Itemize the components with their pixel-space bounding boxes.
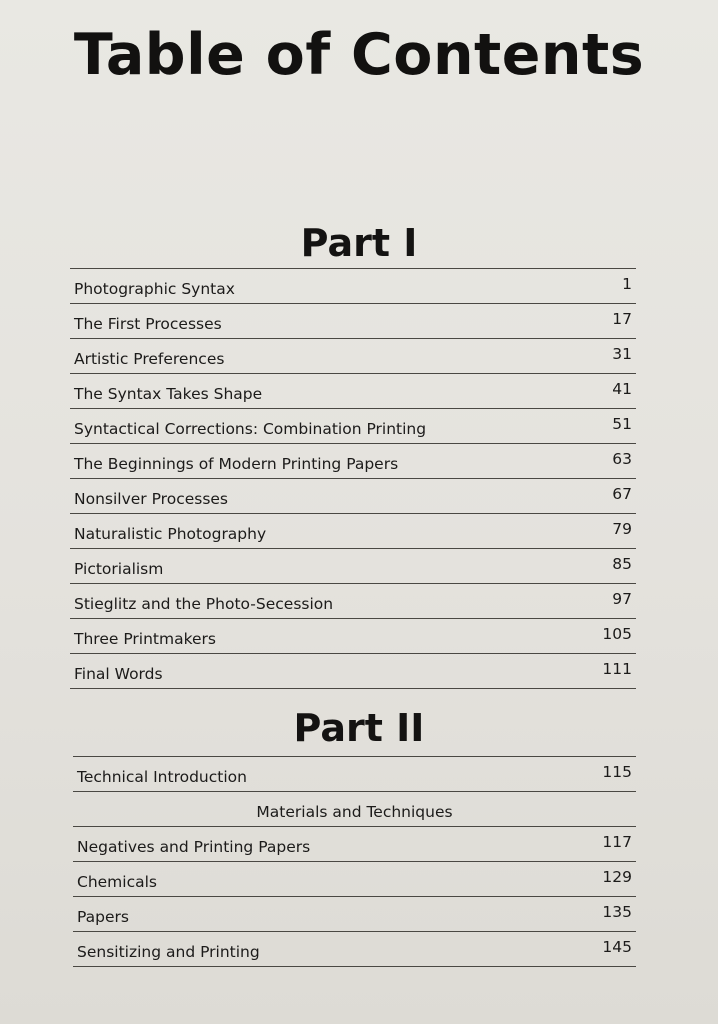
toc-entry-page: 63 <box>612 450 632 468</box>
toc-entry <box>70 303 636 338</box>
toc-entry <box>73 896 636 931</box>
toc-entry <box>70 268 636 303</box>
toc-entry-title: Papers <box>77 908 129 926</box>
toc-entry-title: Syntactical Corrections: Combination Printing <box>74 420 427 438</box>
toc-entry-title: The Beginnings of Modern Printing Papers <box>74 455 399 473</box>
part-2-toc <box>73 756 636 967</box>
toc-entry <box>70 408 636 443</box>
toc-entry-title: The First Processes <box>74 315 222 333</box>
rule-divider <box>70 688 636 689</box>
page-title: Table of Contents <box>73 22 645 88</box>
toc-entry-page: 31 <box>612 345 632 363</box>
toc-entry <box>70 618 636 653</box>
toc-entry-title: Pictorialism <box>74 560 164 578</box>
toc-entry-title: Technical Introduction <box>77 768 247 786</box>
toc-entry-page: 1 <box>622 275 632 293</box>
toc-entry-page: 105 <box>602 625 632 643</box>
toc-subheading-title: Materials and Techniques <box>256 803 453 821</box>
toc-entry-page: 17 <box>612 310 632 328</box>
part-1-heading: Part I <box>300 221 418 265</box>
toc-entry-page: 97 <box>612 590 632 608</box>
toc-entry <box>70 653 636 688</box>
toc-entry <box>73 861 636 896</box>
toc-entry-title: Photographic Syntax <box>74 280 235 298</box>
toc-entry <box>70 513 636 548</box>
toc-entry <box>73 826 636 861</box>
toc-entry-page: 79 <box>612 520 632 538</box>
toc-entry <box>70 478 636 513</box>
toc-entry <box>70 583 636 618</box>
toc-entry-page: 85 <box>612 555 632 573</box>
toc-entry-title: Final Words <box>74 665 163 683</box>
toc-entry-page: 111 <box>602 660 632 678</box>
part-2-heading: Part II <box>293 706 425 750</box>
toc-entry-title: Artistic Preferences <box>74 350 225 368</box>
part-1-toc <box>70 268 636 689</box>
toc-entry-page: 51 <box>612 415 632 433</box>
rule-divider <box>73 966 636 967</box>
toc-entry-page: 129 <box>602 868 632 886</box>
toc-entry-page: 135 <box>602 903 632 921</box>
toc-entry <box>73 931 636 966</box>
toc-subheading <box>73 791 636 826</box>
toc-entry <box>70 443 636 478</box>
toc-entry-title: Nonsilver Processes <box>74 490 229 508</box>
toc-entry <box>70 548 636 583</box>
toc-entry-title: Stieglitz and the Photo-Secession <box>74 595 334 613</box>
toc-entry-title: Chemicals <box>77 873 157 891</box>
toc-entry-title: Sensitizing and Printing <box>77 943 260 961</box>
toc-entry-page: 115 <box>602 763 632 781</box>
toc-entry-title: The Syntax Takes Shape <box>74 385 263 403</box>
toc-entry-page: 117 <box>602 833 632 851</box>
toc-entry-page: 145 <box>602 938 632 956</box>
toc-entry-title: Three Printmakers <box>74 630 216 648</box>
toc-entry-title: Naturalistic Photography <box>74 525 267 543</box>
toc-entry-title: Negatives and Printing Papers <box>77 838 311 856</box>
toc-entry <box>70 373 636 408</box>
toc-entry-page: 67 <box>612 485 632 503</box>
toc-entry <box>70 338 636 373</box>
toc-entry <box>73 756 636 791</box>
toc-entry-page: 41 <box>612 380 632 398</box>
